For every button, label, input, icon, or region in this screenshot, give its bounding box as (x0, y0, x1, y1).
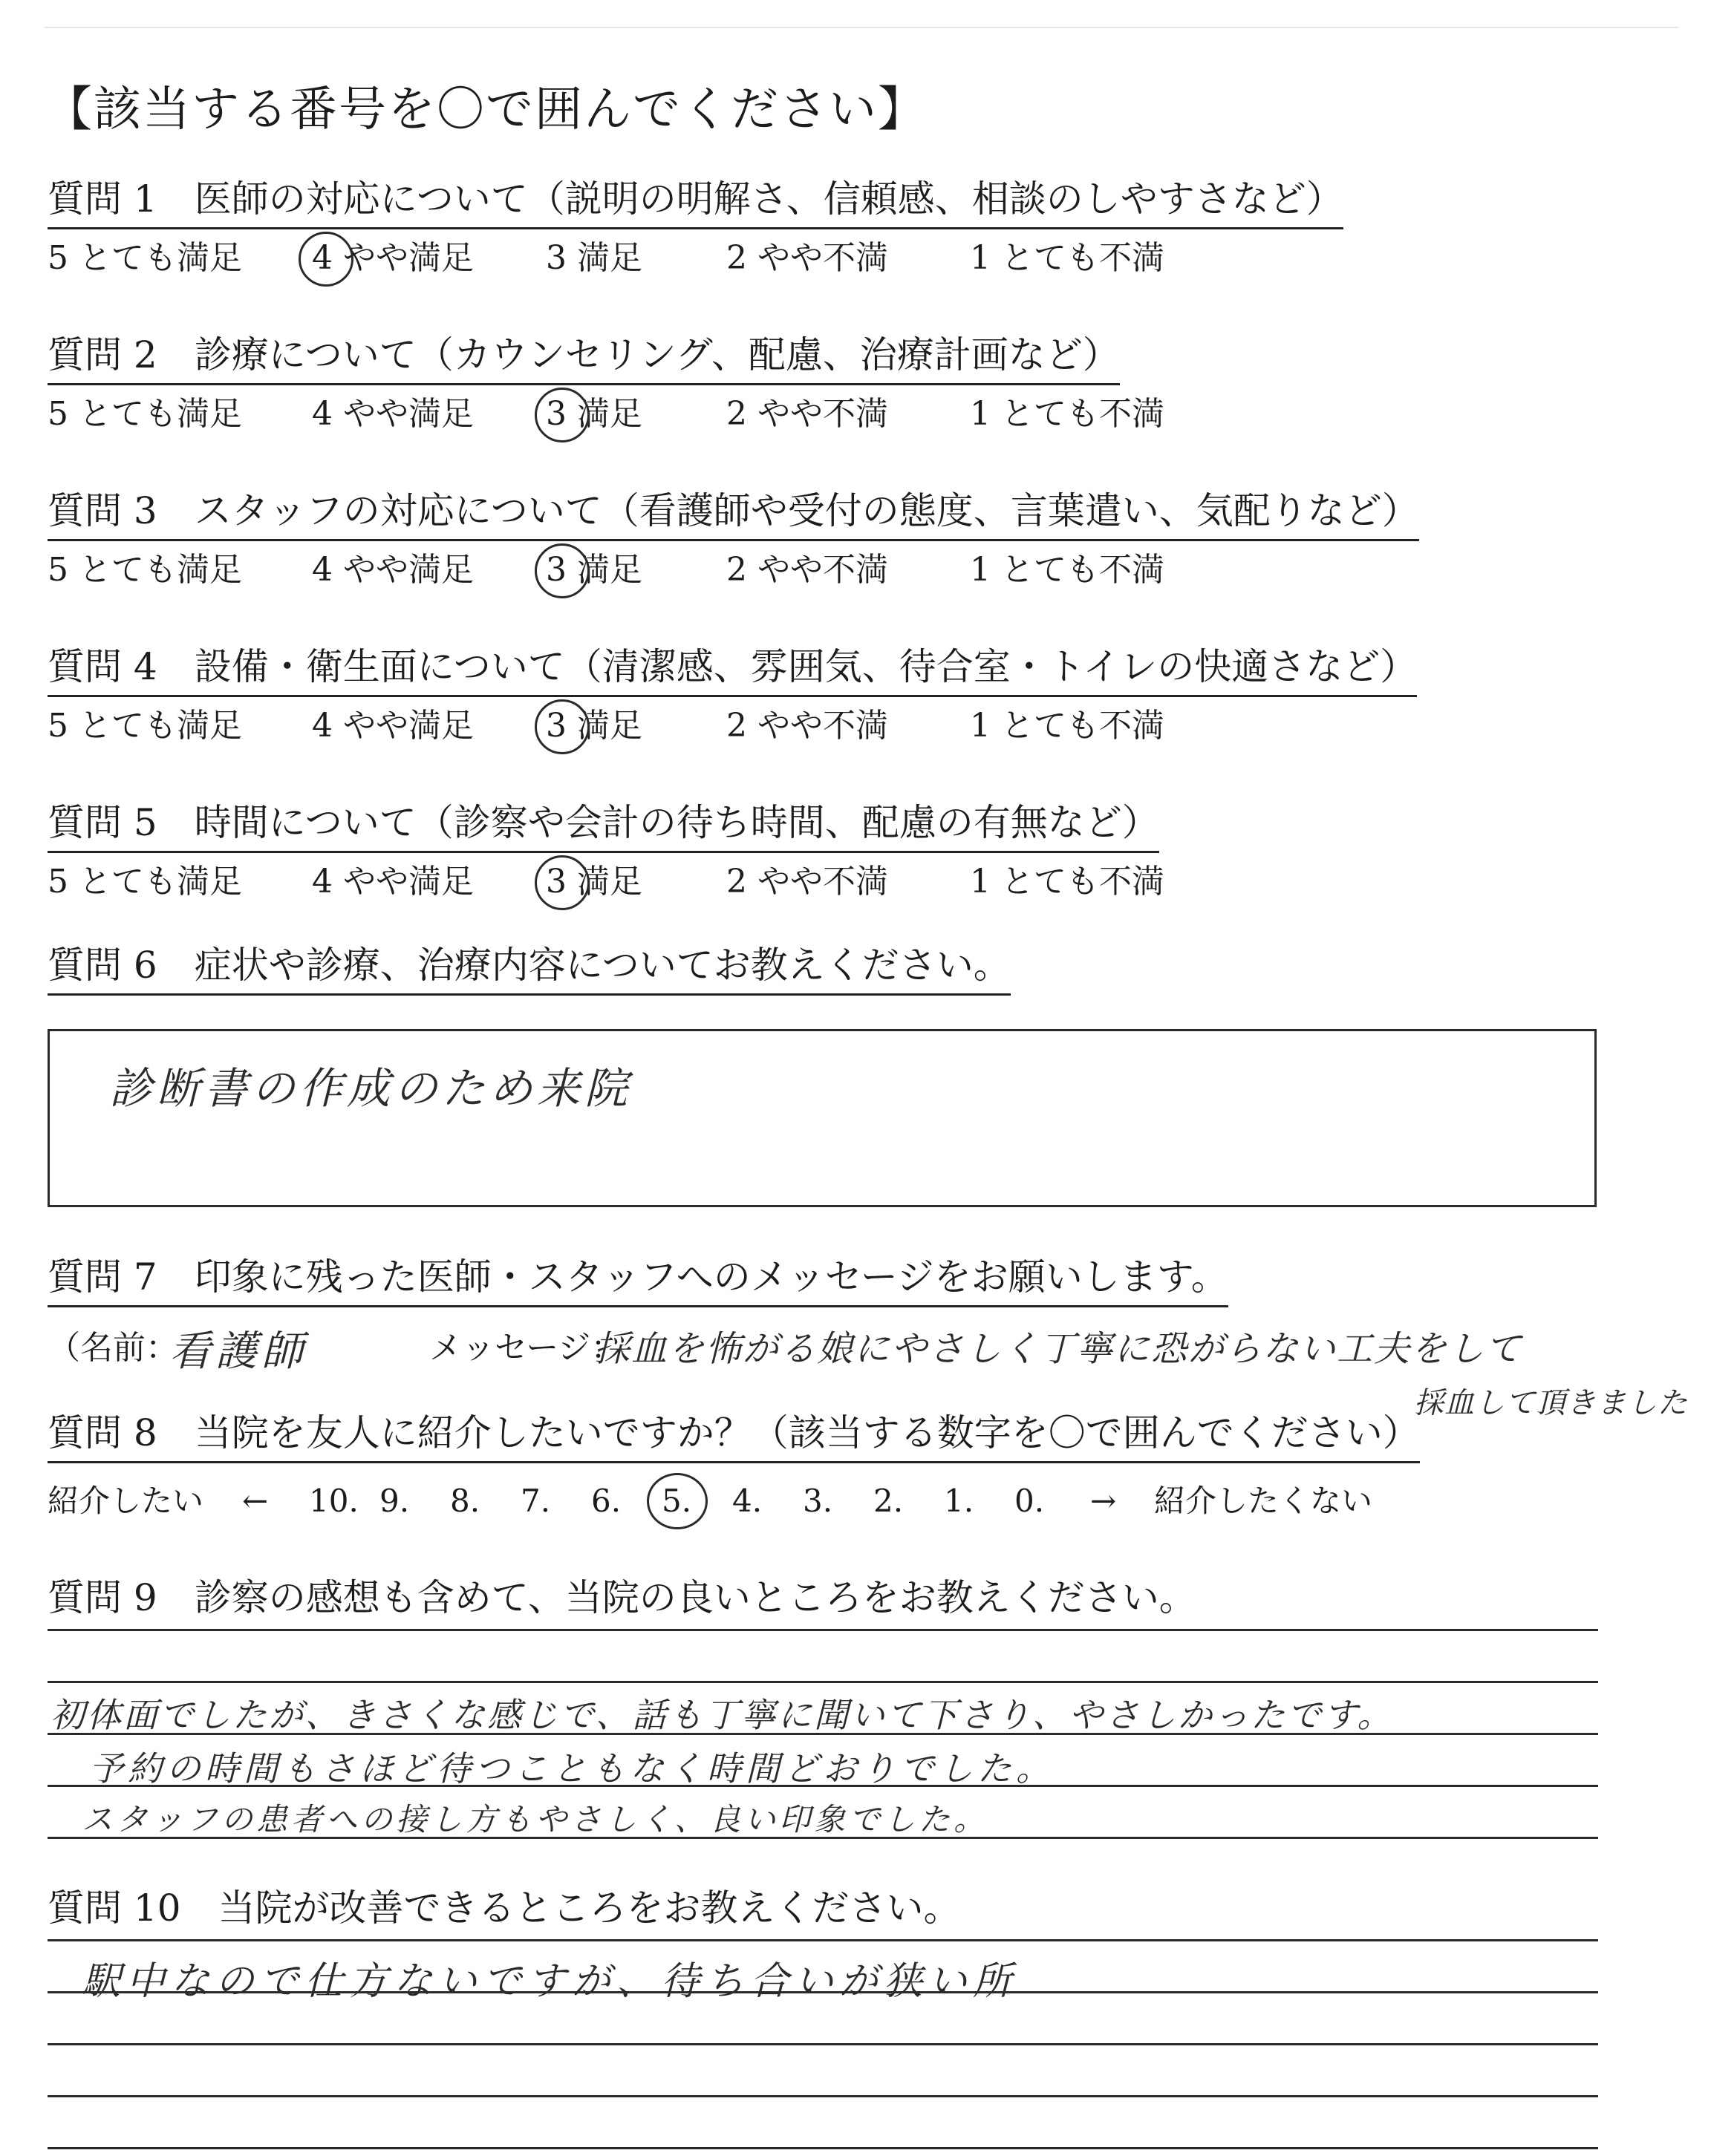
q7-message-label: メッセージ： (429, 1329, 624, 1367)
q9-write-line-1[interactable] (48, 1681, 1598, 1683)
q1-option-5[interactable]: 5 とても満足 (48, 239, 242, 277)
q5-heading: 質問 5 時間について（診察や会計の待ち時間、配慮の有無など） (48, 799, 1159, 853)
q9-heading: 質問 9 診察の感想も含めて、当院の良いところをお教えください。 (48, 1576, 1196, 1619)
q1-scale (0, 238, 1262, 282)
q4-option-3[interactable]: 3 満足 (546, 707, 642, 745)
q8-option-3[interactable]: 3. (803, 1483, 833, 1519)
q8-option-8[interactable]: 8. (450, 1483, 480, 1519)
q8-option-9[interactable]: 9. (379, 1483, 410, 1519)
q2-option-4[interactable]: 4 やや満足 (312, 395, 474, 433)
q4-option-4[interactable]: 4 やや満足 (312, 707, 474, 745)
q8-left-arrow: ← (242, 1483, 269, 1519)
q8-heading: 質問 8 当院を友人に紹介したいですか？（該当する数字を〇で囲んでください） (48, 1409, 1420, 1463)
q8-right-label: 紹介したくない (1154, 1483, 1373, 1519)
q9-answer-line-2: 予約の時間もさほど待つこともなく時間どおりでした。 (89, 1748, 1055, 1788)
q4-option-2[interactable]: 2 やや不満 (726, 707, 888, 745)
q8-selected-circle (647, 1473, 708, 1529)
q8-option-2[interactable]: 2. (873, 1483, 904, 1519)
q9-answer-line-3: スタッフの患者への接し方もやさしく、良い印象でした。 (82, 1801, 989, 1838)
q1-selected-circle (299, 232, 353, 287)
q7-message-line2: 採血して頂きました (1414, 1386, 1688, 1420)
q4-heading: 質問 4 設備・衛生面について（清潔感、雰囲気、待合室・トイレの快適さなど） (48, 643, 1417, 697)
q9-rule (48, 1629, 1598, 1631)
q1-heading: 質問 1 医師の対応について（説明の明解さ、信頼感、相談のしやすさなど） (48, 175, 1343, 229)
q9-answer-line-1: 初体面でしたが、きさくな感じで、話も丁寧に聞いて下さり、やさしかったです。 (50, 1695, 1394, 1735)
q7-message-line1: 採血を怖がる娘にやさしく丁寧に恐がらない工夫をして (594, 1328, 1523, 1370)
q1-option-1[interactable]: 1 とても不満 (970, 239, 1164, 277)
q3-option-5[interactable]: 5 とても満足 (48, 551, 242, 589)
q1-option-2[interactable]: 2 やや不満 (726, 239, 888, 277)
q3-heading: 質問 3 スタッフの対応について（看護師や受付の態度、言葉遣い、気配りなど） (48, 487, 1419, 541)
q4-scale (0, 705, 1262, 750)
page-title: 【該当する番号を〇で囲んでください】 (45, 82, 927, 137)
q8-option-7[interactable]: 7. (521, 1483, 551, 1519)
q2-heading: 質問 2 診療について（カウンセリング、配慮、治療計画など） (48, 331, 1120, 385)
q5-option-3[interactable]: 3 満足 (546, 863, 642, 901)
q3-selected-circle (535, 543, 590, 598)
q3-scale (0, 549, 1262, 594)
q7-heading: 質問 7 印象に残った医師・スタッフへのメッセージをお願いします。 (48, 1253, 1228, 1307)
q5-option-2[interactable]: 2 やや不満 (726, 863, 888, 901)
q2-scale (0, 393, 1262, 438)
q8-option-5[interactable]: 5. (662, 1483, 692, 1519)
q2-option-1[interactable]: 1 とても不満 (970, 395, 1164, 433)
q2-option-5[interactable]: 5 とても満足 (48, 395, 242, 433)
q8-option-1[interactable]: 1. (944, 1483, 974, 1519)
q4-option-5[interactable]: 5 とても満足 (48, 707, 242, 745)
q4-option-1[interactable]: 1 とても不満 (970, 707, 1164, 745)
q5-option-5[interactable]: 5 とても満足 (48, 863, 242, 901)
q7-name-value: 看護師 (169, 1327, 307, 1376)
q8-option-0[interactable]: 0. (1014, 1483, 1045, 1519)
q5-selected-circle (535, 855, 590, 910)
q7-name-label: （名前： (48, 1329, 178, 1367)
top-rule (45, 27, 1678, 28)
q3-option-2[interactable]: 2 やや不満 (726, 551, 888, 589)
q1-option-3[interactable]: 3 満足 (546, 239, 642, 277)
q3-option-3[interactable]: 3 満足 (546, 551, 642, 589)
q8-option-10[interactable]: 10. (309, 1483, 359, 1519)
q8-right-arrow: → (1090, 1483, 1117, 1519)
q8-left-label: 紹介したい (48, 1483, 204, 1519)
q3-option-1[interactable]: 1 とても不満 (970, 551, 1164, 589)
q5-option-4[interactable]: 4 やや満足 (312, 863, 474, 901)
q1-option-4[interactable]: 4 やや満足 (312, 239, 474, 277)
q10-write-line-3[interactable] (48, 2095, 1598, 2097)
q5-scale (0, 861, 1262, 906)
q5-option-1[interactable]: 1 とても不満 (970, 863, 1164, 901)
q10-rule (48, 1939, 1598, 1941)
q10-write-line-2[interactable] (48, 2043, 1598, 2045)
q6-answer-box[interactable] (48, 1029, 1597, 1207)
q10-heading: 質問 10 当院が改善できるところをお教えください。 (48, 1886, 961, 1930)
q8-scale (48, 1480, 1607, 1525)
q2-selected-circle (535, 388, 590, 442)
q8-option-4[interactable]: 4. (732, 1483, 763, 1519)
q10-write-line-4[interactable] (48, 2147, 1598, 2149)
q6-answer-text: 診断書の作成のため来院 (109, 1063, 633, 1114)
q2-option-2[interactable]: 2 やや不満 (726, 395, 888, 433)
q4-selected-circle (535, 699, 590, 754)
q10-answer-line-1: 駅中なので仕方ないですが、待ち合いが狭い所 (82, 1959, 1018, 2004)
q8-option-6[interactable]: 6. (591, 1483, 622, 1519)
q2-option-3[interactable]: 3 満足 (546, 395, 642, 433)
q3-option-4[interactable]: 4 やや満足 (312, 551, 474, 589)
q6-heading: 質問 6 症状や診療、治療内容についてお教えください。 (48, 941, 1011, 996)
